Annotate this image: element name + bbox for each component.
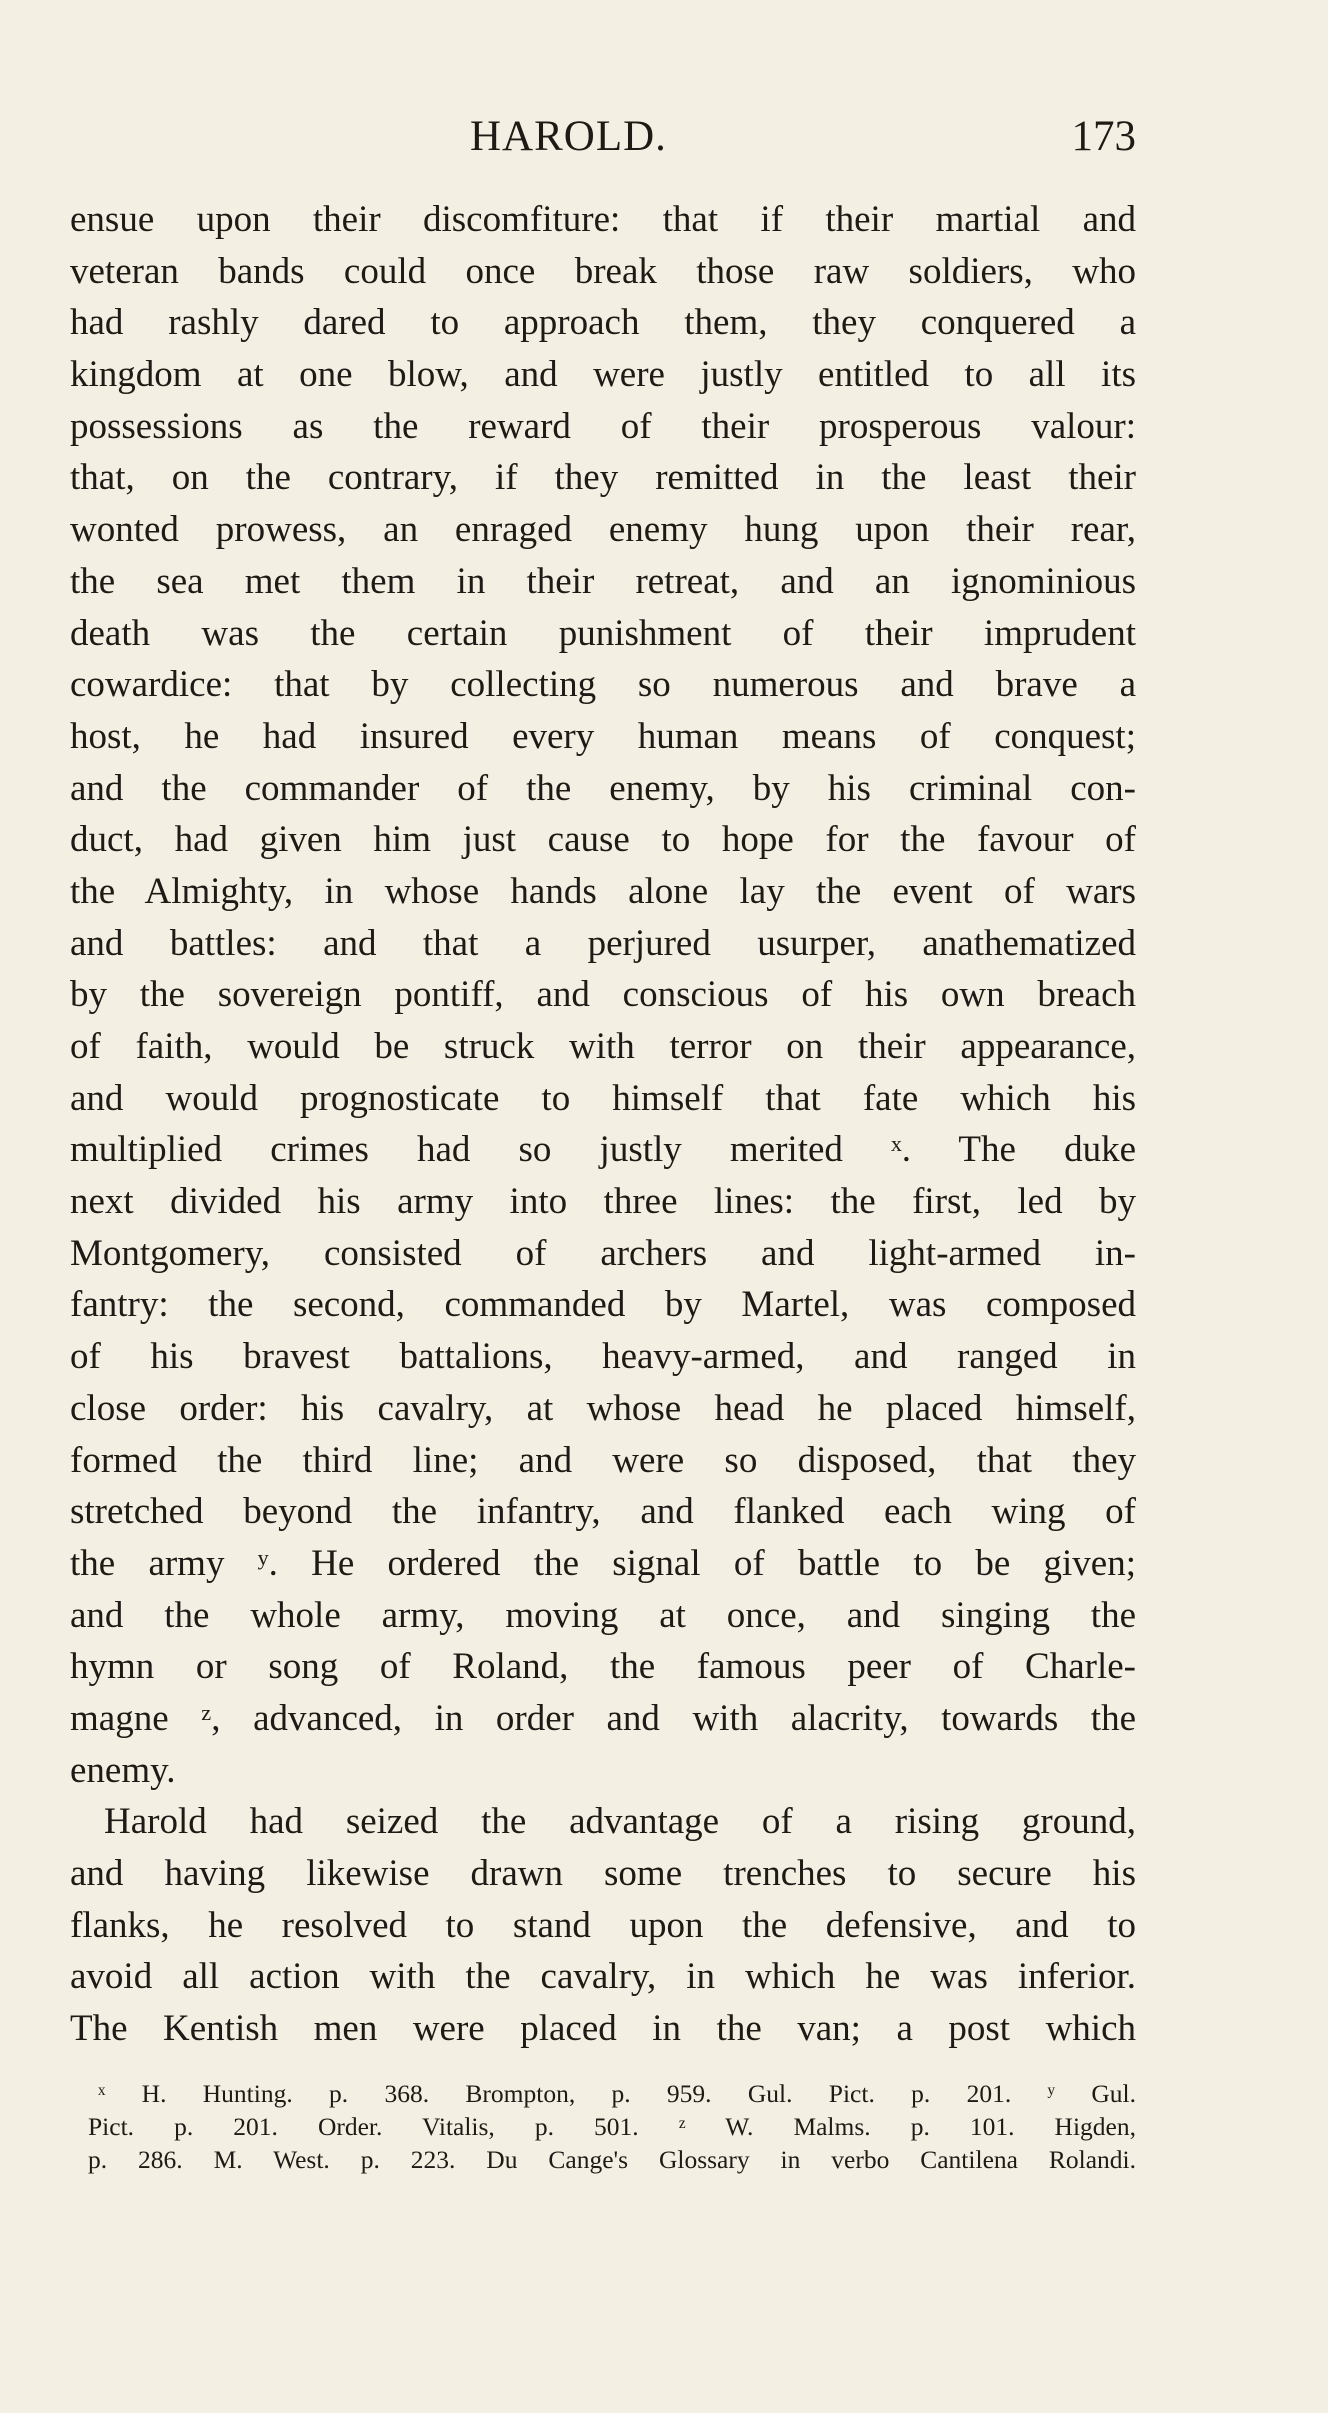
text-line: by the sovereign pontiff, and conscious of his own breach (70, 974, 1136, 1016)
page-title: HAROLD. (470, 113, 667, 160)
text-line: Harold had seized the advantage of a rising ground, (104, 1801, 1136, 1843)
running-head (70, 112, 1136, 172)
text-line: and the commander of the enemy, by his criminal con- (70, 767, 1136, 809)
text-line: flanks, he resolved to stand upon the defensive, and to (70, 1904, 1136, 1946)
text-line: death was the certain punishment of their imprudent (70, 612, 1136, 654)
body-text (70, 194, 1136, 2055)
text-line: The Kentish men were placed in the van; a post which (70, 2008, 1136, 2050)
footnote-line: p. 286. M. West. p. 223. Du Cange's Glossary in verbo Cantilena Rolandi. (88, 2145, 1136, 2174)
text-line: magne ᶻ, advanced, in order and with alacrity, towards the (70, 1697, 1136, 1739)
text-line: ensue upon their discomfiture: that if their martial and (70, 199, 1136, 240)
text-line: fantry: the second, commanded by Martel, was composed (70, 1284, 1136, 1326)
text-line: hymn or song of Roland, the famous peer of Charle- (70, 1646, 1136, 1688)
text-line: and would prognosticate to himself that fate which his (70, 1077, 1136, 1119)
text-line: close order: his cavalry, at whose head he placed himself, (70, 1387, 1136, 1429)
page-number: 173 (1071, 113, 1136, 160)
footnotes (88, 2077, 1136, 2176)
footnote-line: ˣ H. Hunting. p. 368. Brompton, p. 959. Gul. Pict. p. 201. ʸ Gul. (98, 2079, 1136, 2108)
text-line: enemy. (70, 1749, 176, 1791)
text-line: duct, had given him just cause to hope for the favour of (70, 819, 1136, 861)
text-line: cowardice: that by collecting so numerous and brave a (70, 664, 1136, 706)
text-line: that, on the contrary, if they remitted in the least their (70, 457, 1136, 499)
text-line: of his bravest battalions, heavy-armed, and ranged in (70, 1336, 1136, 1378)
text-line: next divided his army into three lines: the first, led by (70, 1181, 1136, 1223)
footnote-line: Pict. p. 201. Order. Vitalis, p. 501. ᶻ W. Malms. p. 101. Higden, (88, 2112, 1136, 2141)
text-line: the sea met them in their retreat, and an ignominious (70, 560, 1136, 602)
text-line: veteran bands could once break those raw soldiers, who (70, 250, 1136, 292)
text-line: kingdom at one blow, and were justly entitled to all its (70, 354, 1136, 396)
text-line: the Almighty, in whose hands alone lay the event of wars (70, 870, 1136, 912)
text-line: formed the third line; and were so disposed, that they (70, 1439, 1136, 1481)
text-line: and having likewise drawn some trenches to secure his (70, 1853, 1136, 1894)
text-line: Montgomery, consisted of archers and light-armed in- (70, 1232, 1136, 1274)
text-line: avoid all action with the cavalry, in which he was inferior. (70, 1956, 1136, 1998)
text-line: the army ʸ. He ordered the signal of battle to be given; (70, 1542, 1136, 1584)
text-line: host, he had insured every human means of conquest; (70, 715, 1136, 757)
text-line: had rashly dared to approach them, they conquered a (70, 302, 1136, 344)
text-line: and battles: and that a perjured usurper, anathematized (70, 922, 1136, 964)
text-line: wonted prowess, an enraged enemy hung upon their rear, (70, 509, 1136, 551)
text-line: of faith, would be struck with terror on their appearance, (70, 1026, 1136, 1067)
text-line: and the whole army, moving at once, and singing the (70, 1594, 1136, 1636)
text-line: stretched beyond the infantry, and flanked each wing of (70, 1491, 1136, 1533)
text-line: multiplied crimes had so justly merited ˣ. The duke (70, 1129, 1136, 1171)
text-line: possessions as the reward of their prosperous valour: (70, 405, 1136, 447)
